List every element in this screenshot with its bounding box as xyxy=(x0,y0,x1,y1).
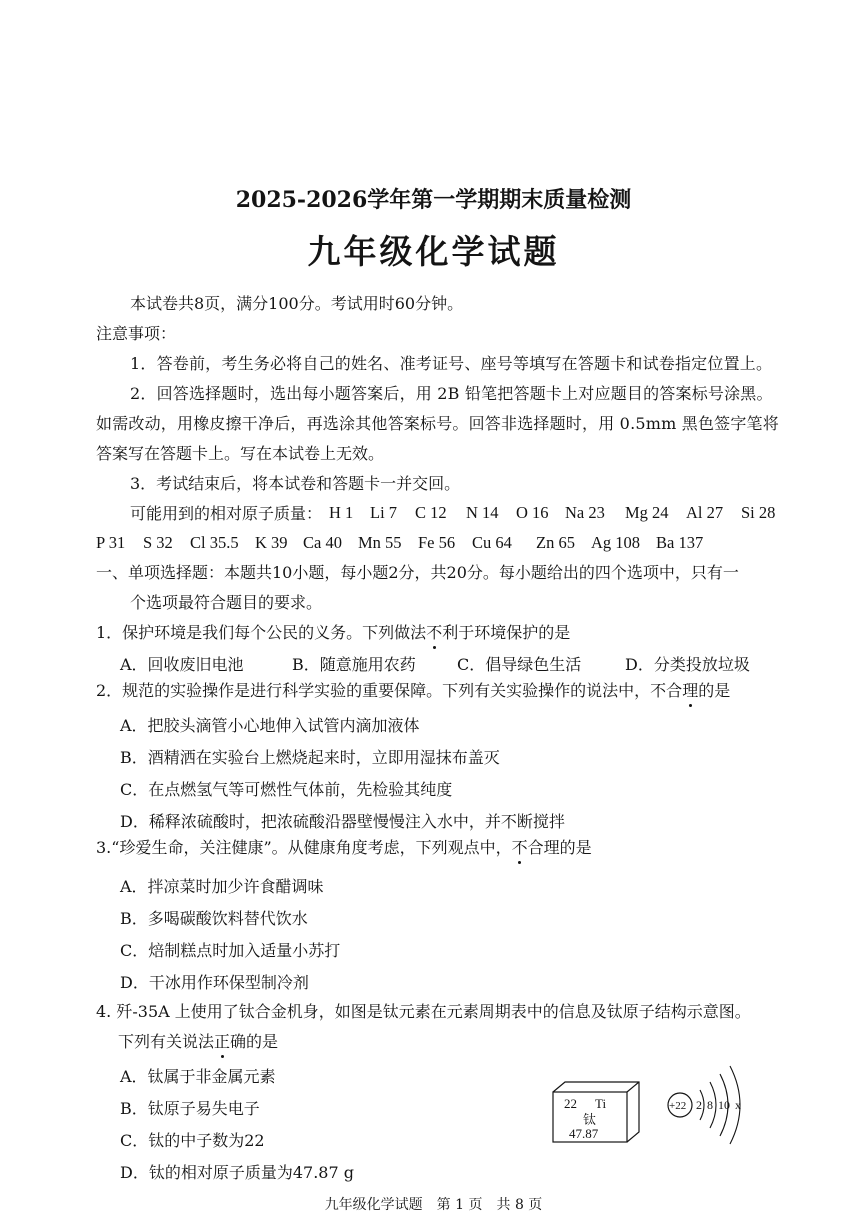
element-symbol: Ti xyxy=(595,1096,607,1111)
atomic-mass-entry: Al 27 xyxy=(686,503,724,522)
emphasis-char: 不 xyxy=(426,623,443,642)
atomic-mass-entry: Zn 65 xyxy=(536,533,575,552)
question-3-stem xyxy=(96,838,592,858)
page-footer: 九年级化学试题 第 1 页 共 8 页 xyxy=(324,1197,543,1213)
atomic-mass-entry: Mg 24 xyxy=(625,503,669,522)
question-2-option-b: B．酒精洒在实验台上燃烧起来时，立即用湿抹布盖灭 xyxy=(120,748,500,767)
question-1-stem xyxy=(96,623,570,643)
question-3-option-a: A．拌凉菜时加少许食醋调味 xyxy=(120,877,324,896)
question-2-stem xyxy=(96,681,730,701)
atomic-mass-entry: Ba 137 xyxy=(656,533,704,552)
stem-text: 的是 xyxy=(698,681,731,700)
electron-counts: 2 8 10 x xyxy=(696,1098,741,1112)
atomic-mass-entry: Na 23 xyxy=(565,503,605,522)
question-1-option-c: C．倡导绿色生活 xyxy=(457,655,582,674)
question-2-option-d: D．稀释浓硫酸时，把浓硫酸沿器壁慢慢注入水中，并不断搅拌 xyxy=(120,812,565,831)
stem-text: 确的是 xyxy=(230,1032,279,1051)
atomic-mass: 47.87 xyxy=(569,1126,599,1141)
question-4-option-b: B．钛原子易失电子 xyxy=(120,1099,260,1118)
emphasis-char: 不 xyxy=(511,838,528,857)
question-4-stem: 4. 歼-35A 上使用了钛合金机身，如图是钛元素在元素周期表中的信息及钛原子结构示意图。 xyxy=(96,1002,751,1021)
atomic-mass-entry: Si 28 xyxy=(741,503,776,522)
atomic-mass-entry: O 16 xyxy=(516,503,549,522)
atomic-mass-entry: Li 7 xyxy=(370,503,398,522)
notice-item-2: 2．回答选择题时，选出每小题答案后，用 2B 铅笔把答题卡上对应题目的答案标号涂黑。 xyxy=(130,384,773,403)
atomic-mass-entry: Ag 108 xyxy=(591,533,641,552)
nucleus-charge: +22 xyxy=(669,1100,687,1112)
exam-session-title: 2025-2026学年第一学期期末质量检测 xyxy=(235,187,632,213)
atomic-mass-entry: S 32 xyxy=(143,533,173,552)
titanium-element-card xyxy=(551,1080,641,1144)
question-3-option-d: D．干冰用作环保型制冷剂 xyxy=(120,973,309,992)
question-2-option-c: C．在点燃氢气等可燃性气体前，先检验其纯度 xyxy=(120,780,453,799)
atomic-mass-entry: H 1 xyxy=(329,503,354,522)
notice-item-1: 1．答卷前，考生务必将自己的姓名、准考证号、座号等填写在答题卡和试卷指定位置上。 xyxy=(130,354,773,373)
question-1-option-a: A．回收废旧电池 xyxy=(120,655,244,674)
notice-item-2-end: 答案写在答题卡上。写在本试卷上无效。 xyxy=(96,444,385,463)
atomic-mass-entry: Fe 56 xyxy=(418,533,456,552)
stem-text: 下列有关说法 xyxy=(118,1032,215,1051)
emphasis-char: 理 xyxy=(682,681,699,700)
atomic-mass-entry: C 12 xyxy=(415,503,447,522)
element-name: 钛 xyxy=(583,1112,597,1127)
atomic-mass-entry: P 31 xyxy=(96,533,126,552)
question-4-option-d: D．钛的相对原子质量为47.87 g xyxy=(120,1163,354,1182)
atomic-mass-entry: Cl 35.5 xyxy=(190,533,239,552)
question-4-option-c: C．钛的中子数为22 xyxy=(120,1131,265,1150)
stem-text: 3.“珍爱生命，关注健康”。从健康角度考虑，下列观点中， xyxy=(96,838,512,857)
stem-text: 合理的是 xyxy=(527,838,592,857)
section-heading-cont: 个选项最符合题目的要求。 xyxy=(130,593,323,612)
question-2-option-a: A．把胶头滴管小心地伸入试管内滴加液体 xyxy=(120,716,420,735)
exam-subject-title: 九年级化学试题 xyxy=(307,232,560,271)
question-4-option-a: A．钛属于非金属元素 xyxy=(120,1067,276,1086)
notice-item-3: 3．考试结束后，将本试卷和答题卡一并交回。 xyxy=(130,474,461,493)
stem-text: 1．保护环境是我们每个公民的义务。下列做法 xyxy=(96,623,427,642)
question-3-option-b: B．多喝碳酸饮料替代饮水 xyxy=(120,909,308,928)
question-1-option-b: B．随意施用农药 xyxy=(292,655,416,674)
section-heading: 一、单项选择题：本题共10小题，每小题2分，共20分。每小题给出的四个选项中，只有一 xyxy=(96,563,739,582)
stem-text: 利于环境保护的是 xyxy=(442,623,571,642)
stem-text: 2．规范的实验操作是进行科学实验的重要保障。下列有关实验操作的说法中，不合 xyxy=(96,681,683,700)
question-4-stem-cont xyxy=(118,1032,278,1052)
atomic-mass-entry: Cu 64 xyxy=(472,533,512,552)
atomic-number: 22 xyxy=(564,1096,577,1111)
emphasis-char: 正 xyxy=(214,1032,231,1051)
exam-intro: 本试卷共8页，满分100分。考试用时60分钟。 xyxy=(130,294,464,313)
notice-item-2-cont: 如需改动，用橡皮擦干净后，再选涂其他答案标号。回答非选择题时，用 0.5mm 黑色签字笔将 xyxy=(96,414,779,433)
titanium-atom-diagram xyxy=(660,1060,770,1150)
atomic-mass-entry: N 14 xyxy=(466,503,499,522)
atomic-mass-entry: Mn 55 xyxy=(358,533,402,552)
atomic-mass-label: 可能用到的相对原子质量： xyxy=(130,504,323,523)
question-3-option-c: C．焙制糕点时加入适量小苏打 xyxy=(120,941,341,960)
notice-heading: 注意事项： xyxy=(96,324,177,343)
atomic-mass-entry: K 39 xyxy=(255,533,288,552)
card-depth-edge xyxy=(627,1082,639,1092)
atomic-mass-entry: Ca 40 xyxy=(303,533,342,552)
question-1-option-d: D．分类投放垃圾 xyxy=(625,655,750,674)
